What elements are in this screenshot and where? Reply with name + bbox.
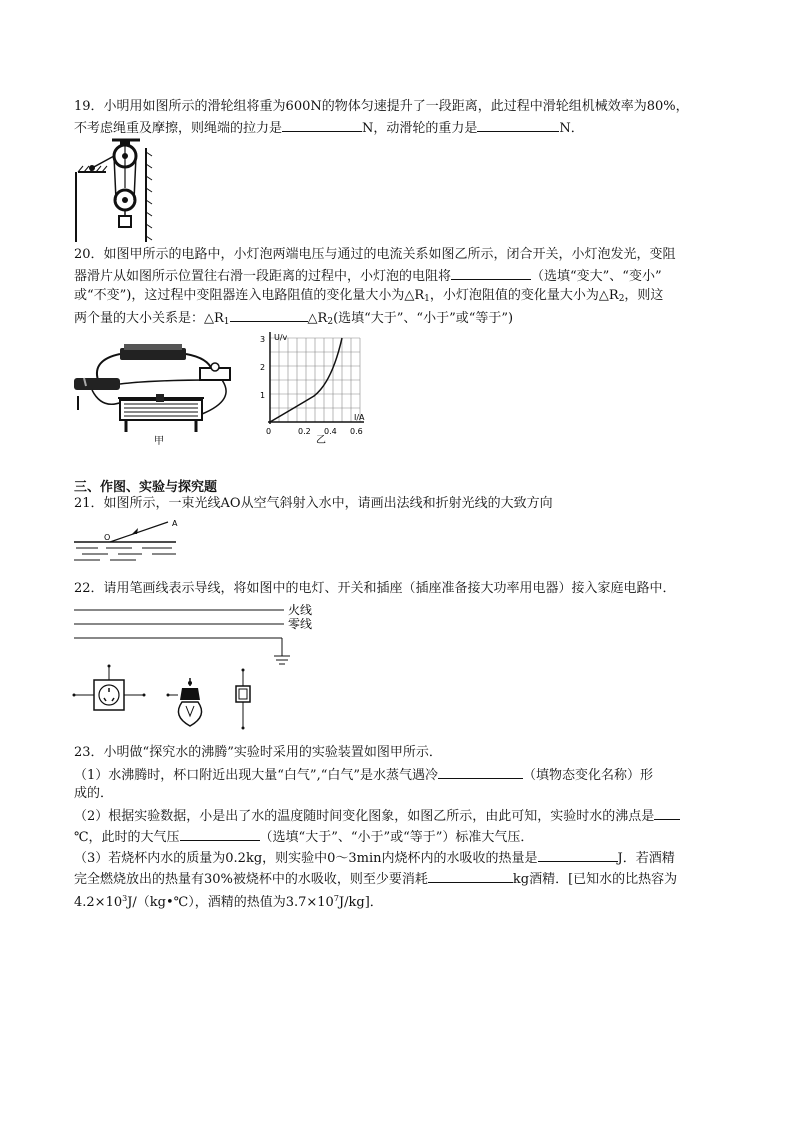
- x-tick-label: 0.6: [350, 427, 363, 436]
- q19-text-c: N．: [559, 121, 584, 136]
- answer-blank[interactable]: [451, 267, 531, 280]
- q23-p3-text-f: J/（kg•℃），酒精的热值为3.7×10: [127, 895, 334, 910]
- answer-blank[interactable]: [538, 849, 618, 862]
- q23-p2-cont: [74, 828, 533, 846]
- q20-text-a: 器滑片从如图所示位置往右滑一段距离的过程中，小灯泡的电阻将: [74, 269, 452, 284]
- q20-line1: 20．如图甲所示的电路中，小灯泡两端电压与通过的电流关系如图乙所示，闭合开关，小灯泡发光，变阻: [74, 247, 676, 262]
- answer-blank[interactable]: [428, 870, 513, 883]
- answer-blank[interactable]: [180, 828, 260, 841]
- circuit-figure-jia: [72, 340, 238, 446]
- q23-intro: 23．小明做“探究水的沸腾”实验时采用的实验装置如图甲所示．: [74, 745, 442, 760]
- q23-p3-text-d: kg酒精．[已知水的比热容为: [512, 872, 678, 887]
- q23-p2-text-b: ℃，此时的大气压: [74, 830, 180, 845]
- q20-line2: [74, 267, 662, 285]
- q22-text: 22．请用笔画线表示导线，将如图中的电灯、开关和插座（插座准备接大功率用电器）接入家庭电路中．: [74, 581, 676, 596]
- answer-blank[interactable]: [654, 807, 680, 820]
- superscript: 7: [333, 894, 339, 903]
- home-circuit-figure: [70, 600, 330, 740]
- label-o: O: [104, 533, 111, 542]
- q23-p3-end: [74, 891, 383, 911]
- subscript: 1: [223, 317, 230, 327]
- answer-blank[interactable]: [230, 309, 308, 322]
- y-tick-label: 2: [260, 363, 266, 372]
- q20-text-b: （选填“变大”、“变小”: [531, 269, 662, 284]
- y-tick-label: 3: [260, 335, 266, 344]
- q23-p3-cont: [74, 870, 677, 888]
- q23-p1-cont: 成的．: [74, 786, 114, 801]
- q19-line1: 19．小明用如图所示的滑轮组将重为600N的物体匀速提升了一段距离，此过程中滑轮组机械效率为80%，: [74, 99, 689, 114]
- q20-line4: [74, 309, 513, 330]
- q20-text-g: △R: [307, 311, 328, 326]
- label-a: A: [172, 519, 178, 528]
- superscript: 3: [122, 894, 128, 903]
- live-wire-label: 火线: [288, 603, 313, 617]
- y-axis-label: U/v: [274, 333, 288, 342]
- q23-p3-text-a: （3）若烧杯内水的质量为0.2kg，则实验中0～3min内烧杯内的水吸收的热量是: [74, 851, 538, 866]
- q19-line2: [74, 119, 584, 137]
- q23-p2-text-c: （选填“大于”、“小于”或“等于”）标准大气压．: [259, 830, 534, 845]
- neutral-wire-label: 零线: [288, 617, 313, 631]
- q23-p3-text-g: J/kg]．: [338, 895, 383, 910]
- y-tick-label: 1: [260, 391, 266, 400]
- pulley-figure: [72, 138, 152, 242]
- q20-text-h: (选填“大于”、“小于”或“等于”): [333, 311, 514, 326]
- q20-text-d: ，小灯泡阻值的变化量大小为△R: [429, 288, 619, 303]
- subscript: 2: [327, 317, 334, 327]
- q21-text: 21．如图所示，一束光线AO从空气斜射入水中，请画出法线和折射光线的大致方向: [74, 496, 553, 511]
- q20-text-e: ，则这: [624, 288, 664, 303]
- q23-p2: [74, 807, 680, 825]
- q23-p3-text-b: J．若酒精: [617, 851, 675, 866]
- q23-p1: [74, 766, 653, 784]
- fig-label-yi: 乙: [316, 435, 326, 446]
- q20-text-c: 或“不变”)，这过程中变阻器连入电路阻值的变化量大小为△R: [74, 288, 425, 303]
- q23-p1-text-b: （填物态变化名称）形: [523, 768, 654, 783]
- x-axis-label: I/A: [354, 413, 365, 422]
- q23-p3-text-e: 4.2×10: [74, 895, 123, 910]
- origin-label: 0: [266, 427, 272, 436]
- subscript: 2: [618, 294, 625, 304]
- q23-p3: [74, 849, 675, 867]
- x-tick-label: 0.4: [324, 427, 337, 436]
- q20-line3: [74, 288, 663, 307]
- ui-graph-yi: [254, 330, 372, 444]
- fig-label-jia: 甲: [154, 436, 164, 447]
- x-tick-label: 0.2: [298, 427, 311, 436]
- q23-p2-text-a: （2）根据实验数据，小是出了水的温度随时间变化图象，如图乙所示，由此可知，实验时水的沸点是: [74, 809, 655, 824]
- light-ray-figure: [72, 516, 184, 568]
- q19-text-b: N，动滑轮的重力是: [362, 121, 478, 136]
- q23-p1-text-a: （1）水沸腾时，杯口附近出现大量“白气”,“白气”是水蒸气遇冷: [74, 768, 438, 783]
- answer-blank[interactable]: [282, 119, 362, 132]
- answer-blank[interactable]: [477, 119, 559, 132]
- answer-blank[interactable]: [438, 766, 523, 779]
- q19-text-a: 不考虑绳重及摩擦，则绳端的拉力是: [74, 121, 283, 136]
- subscript: 1: [424, 294, 430, 304]
- section-heading: 三、作图、实验与探究题: [74, 480, 218, 495]
- q20-text-f: 两个量的大小关系是：△R: [74, 311, 224, 326]
- q23-p3-text-c: 完全燃烧放出的热量有30%被烧杯中的水吸收，则至少要消耗: [74, 872, 428, 887]
